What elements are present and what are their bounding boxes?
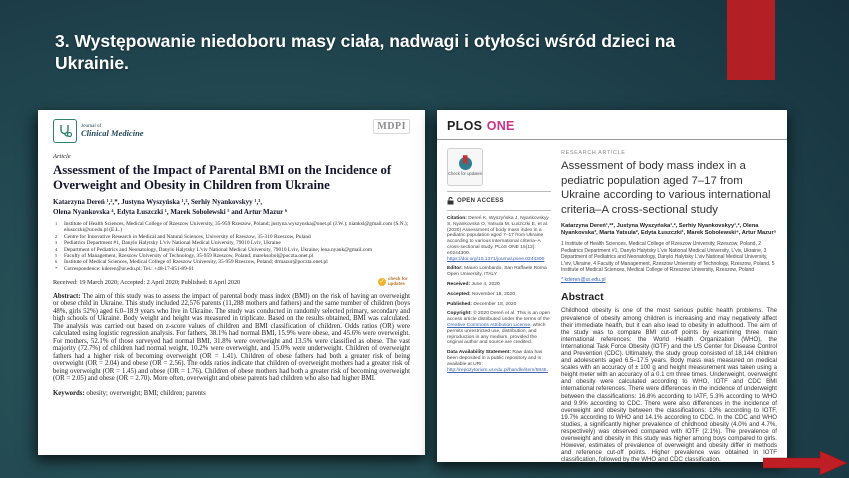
accepted-block: Accepted: November 18, 2020 [447,291,515,297]
published-block: Published: December 18, 2020 [447,301,517,307]
correspondence-line: * Correspondence: kderen@ur.edu.pl; Tel.: +48-17-851-89-61 [55,265,194,272]
mdpi-keywords [53,390,410,397]
plos-paper-screenshot [437,110,787,462]
jcm-journal-logo [53,119,144,143]
plos-paper-title: Assessment of body mass index in a pediatric population aged 7–17 from Ukraine according to various international criteria–A cross-sectional study [561,160,771,216]
article-type-label: Article [53,153,71,160]
plos-one-masthead [437,110,787,140]
crossmark-icon [459,157,472,170]
doi-link[interactable]: https://doi.org/10.1371/journal.pone.0244300 [447,256,545,262]
abstract-text: The aim of this study was to assess the impact of parental body mass index (BMI) on the risk of having an overweight or obese child in Ukraine. This study included 22,576 parents (11,288 mothers and fathers) and the same number of children (boys 48%, girls 52%) aged 6.0–18.9 years who live in Ukraine. The study was conducted in randomly selected primary, secondary and high schools of Ukraine. Body weight and height was measured in triplicate. Based on the results obtained, BMI was calculated. The analysis was carried out based on z-score values of children and BMI classification of children. Odds ratios (OR) were calculated using logistic regression analysis. For fathers, 38.1% had normal BMI, 15.9% were obese, and 45.6% were overweight. For mothers, 52.1% of those surveyed had normal BMI, 31.8% were overweight and 13.5% were classified as obese. The vast majority (72.7%) of children had normal weight, 10.2% were overweight, and 15.0% were underweight. Children of overweight fathers had a higher risk of becoming overweight (OR = 1.41). Children of obese fathers had both a greater risk of being overweight (OR = 2.04) and obese (OR = 2.56). The odds ratios indicate that children of overweight mothers had a greater risk of being overweight (OR = 1.45) and obese (OR = 1.76). Children of obese mothers had both a greater risk of becoming overweight (OR = 2.05) and obese (OR = 2.70). More often, overweight and obese parents had children who also had higher BMI. [53,292,411,383]
mdpi-affiliations [53,221,410,272]
abstract-label: Abstract: [53,292,81,300]
crossmark-check-updates-button[interactable]: Check for updates [447,148,483,186]
affiliation-item: 5 Faculty of Management, Rzeszow University of Technology, 35-959 Rzeszow, Poland; mareksobol@poczta.onet.pl [55,253,314,260]
affiliation-item: 6 Institute of Medical Sciences, Medical College of Rzeszow University, 35-959 Rzeszow, Poland; drmazur@poczta.onet.pl [55,259,328,266]
journal-name: Clinical Medicine [81,128,144,139]
mdpi-paper-screenshot [38,110,425,455]
red-accent-block [727,0,775,80]
next-arrow[interactable] [763,450,847,476]
sidebar-divider [447,210,551,211]
cc-license-link[interactable]: Creative Commons Attribution License [447,322,531,328]
mdpi-dates-line: Received: 19 March 2020; Accepted: 2 April 2020; Published: 8 April 2020 [53,278,241,286]
data-availability-block: Data Availability Statement: Raw data has been deposited in a public repository and is available at URI: http://repozytorium.ur.edu.pl/handle/item/5845. [447,350,548,373]
mdpi-authors [53,198,410,217]
research-article-label: RESEARCH ARTICLE [561,150,626,156]
plos-wordmark: PLOS [447,119,483,133]
check-icon: ✓ [379,279,385,286]
sidebar-divider [447,191,551,192]
editor-block: Editor: Mauro Lombardo, San Raffaele Roma Open University, ITALY [447,266,547,278]
repository-link[interactable]: http://repozytorium.ur.edu.pl/handle/item/5845. [447,367,548,373]
copyright-block: Copyright: © 2020 Dereń et al. This is an open access article distributed under the terms of the Creative Commons Attribution License, which permits unrestricted use, distribution, and reproduction in any medium, provided the original author and source are credited. [447,311,551,346]
slide-title: 3. Występowanie niedoboru masy ciała, nadwagi i otyłości wśród dzieci na Ukrainie. [55,31,676,73]
mdpi-abstract [53,293,410,383]
one-wordmark: ONE [486,119,515,133]
affiliation-item: 1 Institute of Health Sciences, Medical College of Rzeszow University, 35-959 Rzeszow, Poland; justyna.wyszynska@onet.pl (J.W.); nianksl@gmail.com (S.N.); eluszczki@ur.edu.pl (E.Ł.) [55,221,409,234]
check-for-updates-button[interactable]: ✓ check for updates [379,276,408,287]
affiliation-item: 4 Department of Pediatrics and Neonatology, Danylo Halytsky L'viv National Medical University, 79010 Lviv, Ukraine; lena.nyank@gmail.com [55,246,373,253]
mdpi-paper-title: Assessment of the Impact of Parental BMI on the Incidence of Overweight and Obesity in Children from Ukraine [53,163,392,192]
open-access-label: OPEN ACCESS [457,198,504,204]
keywords-text: obesity; overweight; BMI; children; parents [86,389,206,397]
plos-affiliations: 1 Institute of Health Sciences, Medical College of Rzeszow University, Rzeszow, Poland, 2 Pediatrics Department #1, Danylo Halytsky L'viv National Medical University, L'viv, Ukraine, 3 Department of Pediatrics and Neonatology, Danylo Halytsky L'viv National Medical University, L'viv, Ukraine, 4 Faculty of Management, Rzeszow University of Technology, Rzeszow, Poland, 5 Institute of Medical Sciences, Medical College of Rzeszow University, Rzeszow, Poland [561,241,775,273]
mdpi-authors-line2: Olena Nyankovska ⁴, Edyta Łuszczki ¹, Marek Sobolewski ⁵ and Artur Mazur ⁶ [53,207,287,216]
affiliation-item: 2 Centre for Innovative Research in Medical and Natural Sciences, University of Rzeszow, 35-310 Rzeszow, Poland [55,233,311,240]
mdpi-authors-line1: Katarzyna Dereń ¹,²,*, Justyna Wyszyńska ¹,², Serhiy Nyankovskyy ¹,³, [53,198,263,206]
journal-name-small: Journal of [81,124,102,130]
citation-block: Citation: Dereń K, Wyszyńska J, Nyankovskyy S, Nyankovska O, Yatsula M, Łuszczki E, et al. (2020) Assessment of body mass index in a pediatric population aged 7–17 from Ukraine according to various international criteria–A cross-sectional study. PLoS ONE 15(12): e0244300. https://doi.org/10.1371/journal.pone.0244300 [447,216,549,262]
plos-authors: Katarzyna Dereń¹,²*, Justyna Wyszyńska¹,², Serhiy Nyankovskyy¹,², Olena Nyankovska³, Marta Yatsula², Edyta Łuszczki¹, Marek Sobolewski⁴, Artur Mazur⁵ [561,223,777,237]
correspondence-email-link[interactable]: * kderen@ur.edu.pl [561,277,606,284]
plos-abstract-text: Childhood obesity is one of the most serious public health problems. The prevalence of obesity among children is increasing and may negatively affect their immediate health, but it can also lead to obesity in adulthood. The aim of the study was to compare BMI cut-off points by examining three main international references: the World Health Organization (WHO), the International Task Force Obesity (IOTF) and the US Center for Disease Control and Prevention (CDC). Ultimately, the study group consisted of 18,144 children and adolescents aged 6.5–17.5 years. Body mass was measured on medical scales with an accuracy of ± 100 g and height measurement was taken using a height meter with an accuracy of a 0.1 cm three times. Underweight, overweight and obesity were calculated according to WHO, IOTF and CDC BMI international references. There were differences in the incidence of underweight between the classifications: 16.8% according to IATF, 5.3% according to WHO and 9.9% according to CDC. There were also differences in the incidence of overweight and obesity between the classifications: 13% according to IOTF, 19.7% according to WHO and 14.1% according to CDC. In the CDC and WHO studies, a significantly higher prevalence of childhood obesity (4.0% and 4.7%, respectively) was observed compared with IOTF (2.1%). The prevalence of overweight and obesity in this study was higher among boys compared to girls. However, estimates of prevalence of overweight and obesity differ in methods and reference cut-off points. Higher prevalence was obtained in IOTF classification, followed by the WHO and CDC classification. [561,307,777,462]
affiliation-item: 3 Pediatrics Department #1, Danylo Halytsky L'viv National Medical University, 79010 Lviv, Ukraine [55,240,281,247]
open-access-row [447,197,551,205]
keywords-label: Keywords: [53,389,85,397]
mdpi-logo: MDPI [373,119,410,134]
stethoscope-icon [53,119,77,143]
open-lock-icon [447,197,454,205]
abstract-heading: Abstract [561,291,604,304]
received-block: Received: June 4, 2020 [447,281,500,287]
